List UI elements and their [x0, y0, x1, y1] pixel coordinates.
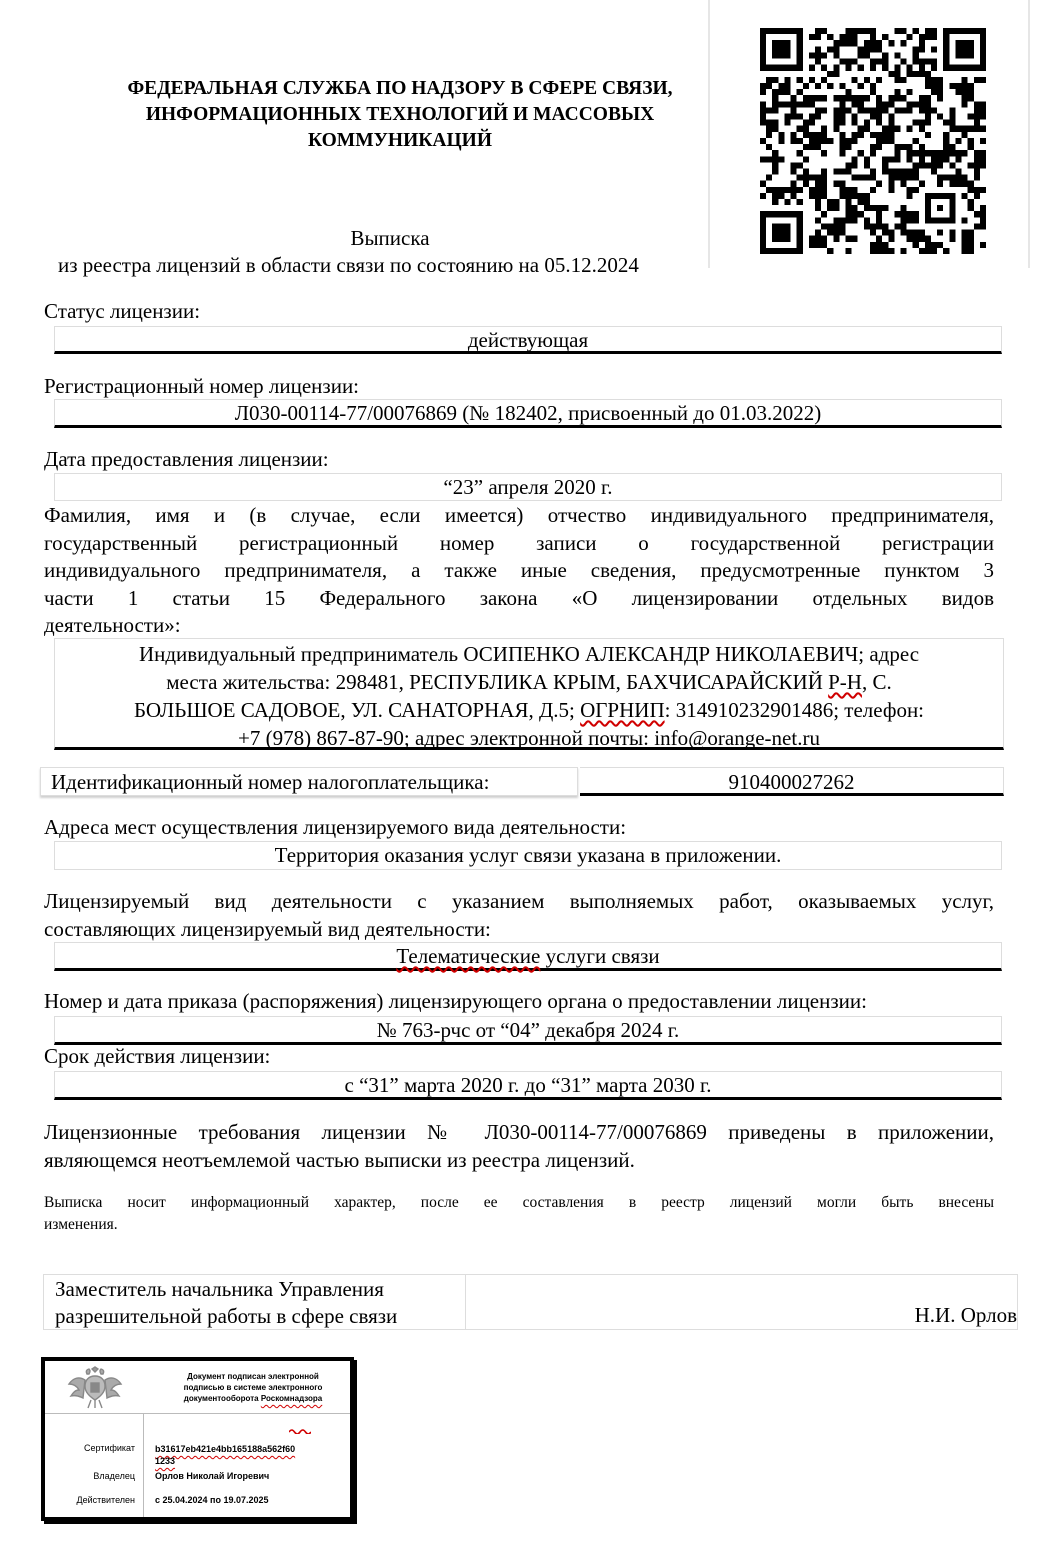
- stamp-valid-label: Действителен: [76, 1495, 135, 1505]
- signer-position-line: Заместитель начальника Управления: [55, 1277, 384, 1301]
- stamp-owner-label: Владелец: [93, 1471, 135, 1481]
- validity-label: Срок действия лицензии:: [44, 1044, 271, 1068]
- address-label: Адреса мест осуществления лицензируемого вида деятельности:: [44, 815, 627, 839]
- stamp-cert-line: 1233: [155, 1456, 176, 1466]
- issue-date-label: Дата предоставления лицензии:: [44, 447, 329, 471]
- document-title: Выписка: [350, 226, 430, 250]
- reg-number-value: Л030-00114-77/00076869 (№ 182402, присвоенный до 01.03.2022): [54, 399, 1002, 428]
- owner-value-text: места жительства: 298481, РЕСПУБЛИКА КРЫМ, БАХЧИСАРАЙСКИЙ: [166, 670, 829, 694]
- stamp-cert-label: Сертификат: [84, 1443, 135, 1453]
- owner-value-text: , С.: [861, 670, 892, 694]
- stamp-title-text: документооборота: [183, 1394, 261, 1403]
- stamp-title-spellcheck: Роскомнадзора: [260, 1394, 323, 1403]
- stamp-cert-value: [155, 1443, 295, 1467]
- owner-value-line: [55, 696, 1003, 724]
- activity-label-line: Лицензируемый вид деятельности с указанием выполняемых работ, оказываемых услуг,: [44, 889, 994, 913]
- activity-value-text: услуги связи: [540, 944, 660, 968]
- status-value: действующая: [54, 326, 1002, 354]
- spellcheck-squiggle-icon: [289, 1428, 311, 1434]
- agency-header: [70, 76, 730, 154]
- info-note-line: изменения.: [44, 1216, 118, 1233]
- stamp-cert-line: b31617eb421e4bb165188a562f60: [155, 1444, 296, 1454]
- owner-value-text: : 314910232901486; телефон:: [664, 698, 925, 722]
- qr-code-icon: [760, 28, 986, 254]
- e-signature-stamp: [41, 1357, 354, 1521]
- requirements-text: [44, 1119, 994, 1174]
- agency-header-line2: ИНФОРМАЦИОННЫХ ТЕХНОЛОГИЙ И МАССОВЫХ: [145, 104, 655, 125]
- inn-label: Идентификационный номер налогоплательщика:: [40, 767, 578, 796]
- info-note: [44, 1192, 994, 1236]
- eagle-emblem-icon: [67, 1366, 123, 1410]
- validity-value: с “31” марта 2020 г. до “31” марта 2030 г.: [54, 1071, 1002, 1100]
- stamp-vdivider: [143, 1413, 144, 1517]
- owner-label-line: индивидуального предпринимателя, а также иные сведения, предусмотренные пунктом 3: [44, 558, 994, 582]
- stamp-divider: [45, 1413, 350, 1414]
- reg-number-label: Регистрационный номер лицензии:: [44, 374, 360, 398]
- requirements-line: Лицензионные требования лицензии № Л030-00114-77/00076869 приведены в приложении,: [44, 1120, 994, 1144]
- owner-value: [54, 638, 1004, 750]
- owner-value-spellcheck: Р-Н: [828, 670, 862, 694]
- activity-value: [54, 942, 1002, 971]
- requirements-line: являющемся неотъемлемой частью выписки из реестра лицензий.: [44, 1147, 635, 1172]
- activity-label-line: составляющих лицензируемый вид деятельности:: [44, 916, 491, 941]
- signer-position: [44, 1275, 466, 1329]
- owner-value-line: Индивидуальный предприниматель ОСИПЕНКО АЛЕКСАНДР НИКОЛАЕВИЧ; адрес: [138, 642, 920, 666]
- owner-label-line: Фамилия, имя и (в случае, если имеется) отчество индивидуального предпринимателя,: [44, 503, 994, 527]
- signer-name: Н.И. Орлов: [914, 1303, 1017, 1327]
- owner-label-line: деятельности»:: [44, 613, 181, 637]
- stamp-title: [173, 1371, 333, 1404]
- owner-value-text: БОЛЬШОЕ САДОВОЕ, УЛ. САНАТОРНАЯ, Д.5;: [133, 698, 581, 722]
- status-label: Статус лицензии:: [44, 299, 201, 323]
- order-label: Номер и дата приказа (распоряжения) лицензирующего органа о предоставлении лицензии:: [44, 989, 867, 1013]
- agency-header-line1: ФЕДЕРАЛЬНАЯ СЛУЖБА ПО НАДЗОРУ В СФЕРЕ СВЯЗИ,: [127, 78, 673, 99]
- issue-date-value: “23” апреля 2020 г.: [54, 473, 1002, 501]
- activity-label: [44, 888, 994, 943]
- activity-value-spellcheck: Телематические: [396, 944, 541, 968]
- inn-value: 910400027262: [580, 767, 1004, 796]
- owner-label: [44, 502, 994, 640]
- signer-position-line: разрешительной работы в сфере связи: [55, 1304, 398, 1328]
- info-note-line: Выписка носит информационный характер, после ее составления в реестр лицензий могли быть внесены: [44, 1194, 994, 1211]
- owner-value-line: [55, 668, 1003, 696]
- order-value: № 763-рчс от “04” декабря 2024 г.: [54, 1016, 1002, 1045]
- address-value: Территория оказания услуг связи указана в приложении.: [54, 841, 1002, 870]
- signature-block: [43, 1274, 1018, 1330]
- owner-value-spellcheck: ОГРНИП: [580, 698, 665, 722]
- owner-label-line: части 1 статьи 15 Федерального закона «О лицензировании отдельных видов: [44, 585, 994, 610]
- document-subtitle: из реестра лицензий в области связи по состоянию на 05.12.2024: [58, 253, 639, 277]
- stamp-owner-value: Орлов Николай Игоревич: [155, 1471, 270, 1481]
- agency-header-line3: КОММУНИКАЦИЙ: [307, 130, 492, 151]
- stamp-title-line: подписью в системе электронного: [183, 1383, 323, 1392]
- stamp-valid-value: с 25.04.2024 по 19.07.2025: [155, 1495, 269, 1505]
- stamp-title-line: [173, 1393, 333, 1404]
- stamp-title-line: Документ подписан электронной: [187, 1372, 319, 1381]
- owner-label-line: государственный регистрационный номер записи о государственной регистрации: [44, 530, 994, 555]
- owner-value-line: +7 (978) 867-87-90; адрес электронной почты: info@orange-net.ru: [238, 726, 820, 750]
